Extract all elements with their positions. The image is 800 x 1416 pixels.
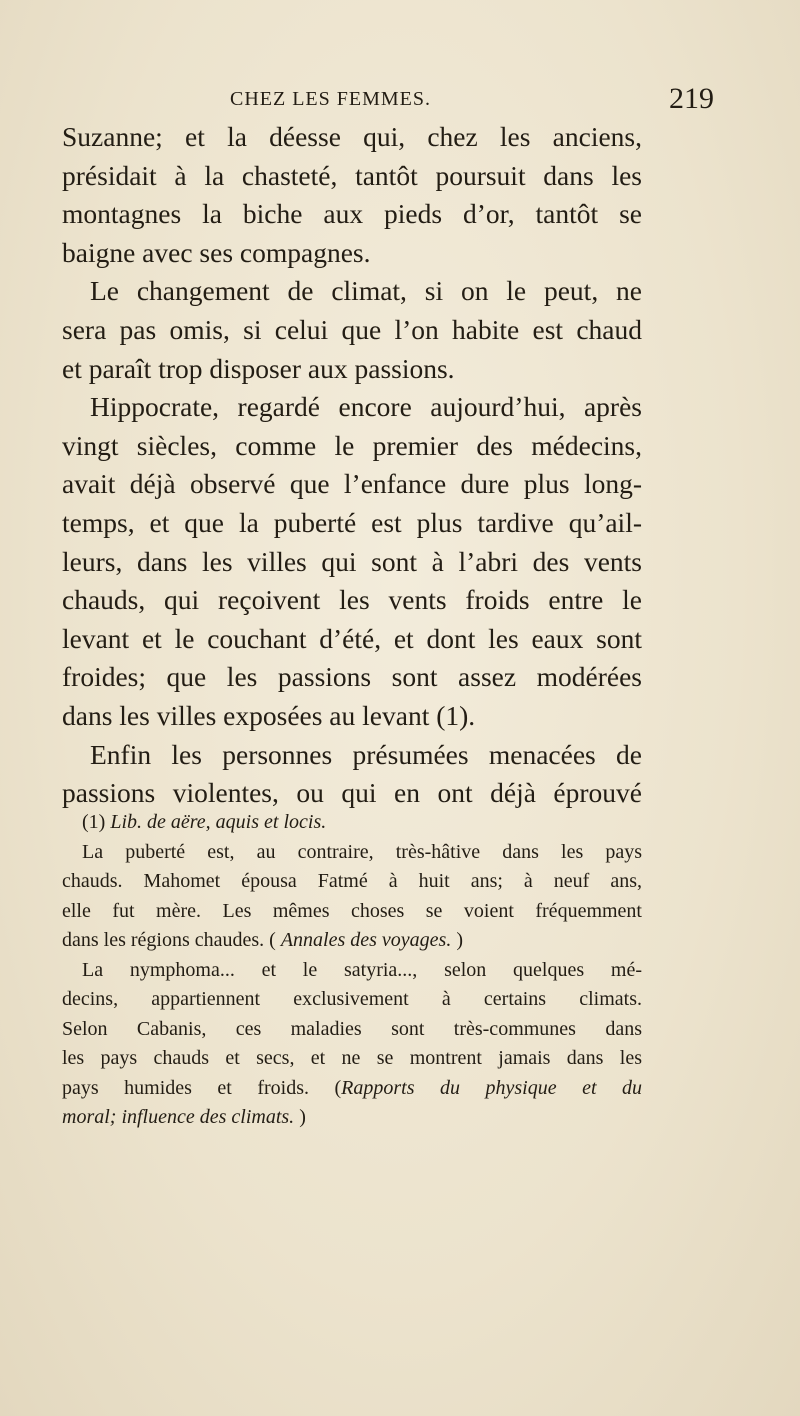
footnote-line xyxy=(62,985,642,1015)
footnote-text: ) xyxy=(294,1106,306,1128)
footnote-text: elle fut mère. Les mêmes choses se voient fréquemment xyxy=(62,899,642,922)
italic-citation: Lib. de aëre, aquis et locis. xyxy=(110,811,327,833)
footnote-line xyxy=(62,1074,642,1104)
footnote-text: dans les régions chaudes. ( xyxy=(62,929,281,951)
text-line: Enfin les personnes présumées menacées de xyxy=(90,738,642,770)
footnote-text: La puberté est, au contraire, très-hâtive dans les pays xyxy=(82,840,642,863)
running-head: CHEZ LES FEMMES. xyxy=(230,88,432,110)
text-line: Le changement de climat, si on le peut, ne xyxy=(90,275,642,307)
italic-citation: Rapports du physique et du xyxy=(341,1076,642,1099)
footnotes xyxy=(62,808,642,1133)
footnote-text: les pays chauds et secs, et ne se montrent jamais dans les xyxy=(62,1047,642,1069)
text-line: Hippocrate, regardé encore aujourd’hui, après xyxy=(90,391,642,423)
italic-citation: moral; influence des climats. xyxy=(62,1106,295,1128)
text-line: avait déjà observé que l’enfance dure plus long- xyxy=(62,468,642,500)
text-line: montagnes la biche aux pieds d’or, tantôt se xyxy=(62,198,642,230)
footnote-line xyxy=(62,926,642,956)
footnote-line xyxy=(62,838,642,868)
footnote-text: (1) xyxy=(82,811,111,833)
footnote-line xyxy=(62,1015,642,1045)
text-line: leurs, dans les villes qui sont à l’abri des vents xyxy=(62,545,642,577)
footnote-line xyxy=(62,1044,642,1074)
page-number: 219 xyxy=(669,82,714,115)
footnote-text: La nymphoma... et le satyria..., selon quelques mé- xyxy=(82,958,642,981)
text-line: présidait à la chasteté, tantôt poursuit dans les xyxy=(62,159,642,191)
text-line: Suzanne; et la déesse qui, chez les anciens, xyxy=(62,121,642,152)
footnote-line xyxy=(62,1103,642,1133)
footnote-text: chauds. Mahomet épousa Fatmé à huit ans; à neuf ans, xyxy=(62,870,642,892)
text-line: levant et le couchant d’été, et dont les eaux sont xyxy=(62,622,642,654)
text-line: et paraît trop disposer aux passions. xyxy=(62,352,455,384)
text-line: passions violentes, ou qui en ont déjà éprouvé xyxy=(62,777,642,809)
footnote-line xyxy=(62,956,642,986)
main-text xyxy=(62,118,642,813)
text-line: sera pas omis, si celui que l’on habite est chaud xyxy=(62,313,642,345)
footnote-text: pays humides et froids. ( xyxy=(62,1076,342,1099)
footnote-line xyxy=(62,867,642,897)
text-line: froides; que les passions sont assez modérées xyxy=(62,661,642,693)
text-line: vingt siècles, comme le premier des médecins, xyxy=(62,429,642,461)
text-line: baigne avec ses compagnes. xyxy=(62,236,371,268)
footnote-line xyxy=(62,897,642,927)
footnote-line xyxy=(62,808,642,838)
footnote-text: decins, appartiennent exclusivement à certains climats. xyxy=(62,988,642,1010)
footnote-text: Selon Cabanis, ces maladies sont très-communes dans xyxy=(62,1017,642,1040)
text-line: dans les villes exposées au levant (1). xyxy=(62,699,476,731)
footnote-text: ) xyxy=(451,929,464,951)
text-line: temps, et que la puberté est plus tardive qu’ail- xyxy=(62,506,642,538)
italic-citation: Annales des voyages. xyxy=(280,929,452,951)
text-line: chauds, qui reçoivent les vents froids entre le xyxy=(62,584,642,616)
